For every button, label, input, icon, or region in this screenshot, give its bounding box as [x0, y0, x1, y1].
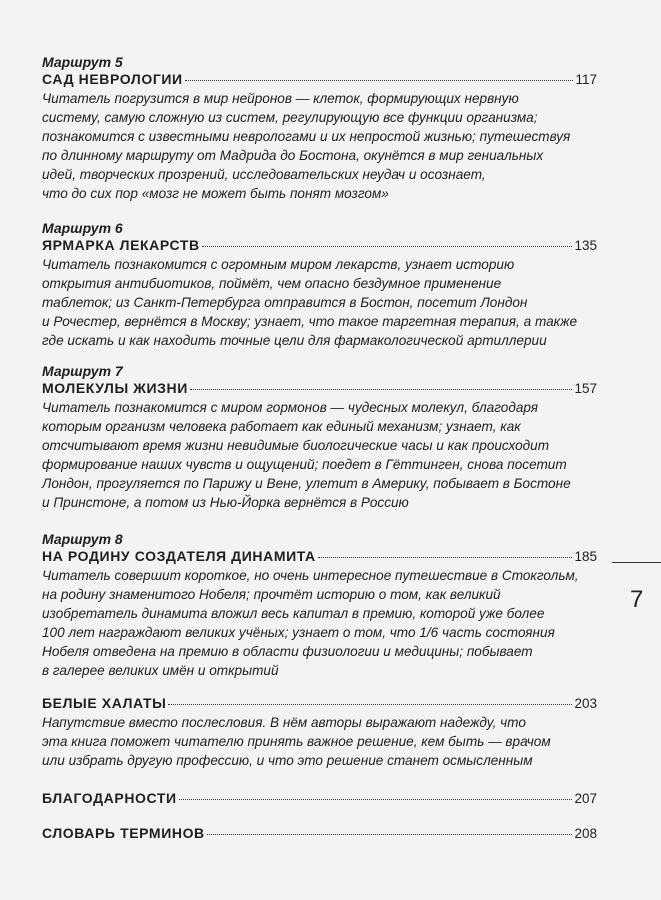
- page-number: 135: [574, 238, 597, 253]
- chapter-title: САД НЕВРОЛОГИИ: [42, 71, 183, 87]
- toc-entry-acknowledgements: [42, 790, 597, 807]
- side-page-number: 7: [630, 586, 644, 613]
- chapter-title: БЛАГОДАРНОСТИ: [42, 790, 177, 806]
- page-number: 157: [574, 381, 597, 396]
- toc-title-row: [42, 380, 597, 397]
- chapter-description: Читатель познакомится с миром гормонов — чудесных молекул, благодаря которым организм человека работает как единый механизм; узнает, как отсчитывают время жизни невидимые биологические часы и как происходит формирование наших чувств и ощущений; поедет в Гёттинген, снова посетит Лондон, прогуляется по Парижу и Вене, улетит в Америку, побывает в Бостоне и Принстоне, а потом из Нью-Йорка вернётся в Россию: [42, 400, 571, 510]
- chapter-title: МОЛЕКУЛЫ ЖИЗНИ: [42, 380, 188, 396]
- toc-entry-route-8: [42, 531, 597, 680]
- dot-leader: [202, 246, 573, 247]
- toc-title-row: [42, 825, 597, 842]
- chapter-title: ЯРМАРКА ЛЕКАРСТВ: [42, 237, 200, 253]
- dot-leader: [190, 389, 573, 390]
- chapter-description: Читатель познакомится с огромным миром лекарств, узнает историю открытия антибиотиков, поймёт, чем опасно бездумное применение таблеток; из Санкт-Петербурга отправится в Бостон, посетит Лондон и Рочестер, вернётся в Москву; узнает, что такое таргетная терапия, а также где искать и как находить точные цели для фармакологической артиллерии: [42, 257, 578, 348]
- route-label: Маршрут 7: [42, 363, 123, 379]
- page-number: 203: [574, 696, 597, 711]
- page-number: 207: [574, 791, 597, 806]
- dot-leader: [318, 557, 573, 558]
- dot-leader: [207, 834, 573, 835]
- toc-entry-white-coats: [42, 695, 597, 770]
- side-rule: [612, 562, 661, 563]
- toc-entry-glossary: [42, 825, 597, 842]
- toc-entry-route-6: [42, 220, 597, 350]
- route-label: Маршрут 5: [42, 54, 123, 70]
- toc-title-row: [42, 695, 597, 712]
- dot-leader: [185, 80, 574, 81]
- toc-title-row: [42, 71, 597, 88]
- route-label: Маршрут 8: [42, 531, 123, 547]
- chapter-title: НА РОДИНУ СОЗДАТЕЛЯ ДИНАМИТА: [42, 548, 316, 564]
- chapter-title: БЕЛЫЕ ХАЛАТЫ: [42, 695, 167, 711]
- toc-title-row: [42, 790, 597, 807]
- toc-entry-route-5: [42, 54, 597, 203]
- route-label: Маршрут 6: [42, 220, 123, 236]
- page-number: 117: [575, 72, 597, 87]
- page-number: 208: [574, 826, 597, 841]
- chapter-description: Напутствие вместо послесловия. В нём авторы выражают надежду, что эта книга поможет читателю принять важное решение, кем быть — врачом или избрать другую профессию, и что это решение станет осмысленным: [42, 715, 551, 768]
- toc-title-row: [42, 548, 597, 565]
- dot-leader: [168, 704, 572, 705]
- page-number: 185: [574, 549, 597, 564]
- toc-title-row: [42, 237, 597, 254]
- chapter-description: Читатель погрузится в мир нейронов — клеток, формирующих нервную систему, самую сложную из систем, регулирующую все функции организма; познакомится с известными неврологами и их непростой жизнью; путешествуя по длинному маршруту от Мадрида до Бостона, окунётся в мир гениальных идей, творческих прозрений, исследовательских неудач и осознает, что до сих пор «мозг не может быть понят мозгом»: [42, 91, 571, 201]
- chapter-description: Читатель совершит короткое, но очень интересное путешествие в Стокгольм, на родину знаменитого Нобеля; прочтёт историю о том, как великий изобретатель динамита вложил весь капитал в премию, которой уже более 100 лет награждают великих учёных; узнает о том, что 1/6 часть состояния Нобеля отведена на премию в области физиологии и медицины; побывает в галерее великих имён и открытий: [42, 568, 579, 678]
- chapter-title: СЛОВАРЬ ТЕРМИНОВ: [42, 825, 205, 841]
- toc-entry-route-7: [42, 363, 597, 512]
- dot-leader: [179, 799, 573, 800]
